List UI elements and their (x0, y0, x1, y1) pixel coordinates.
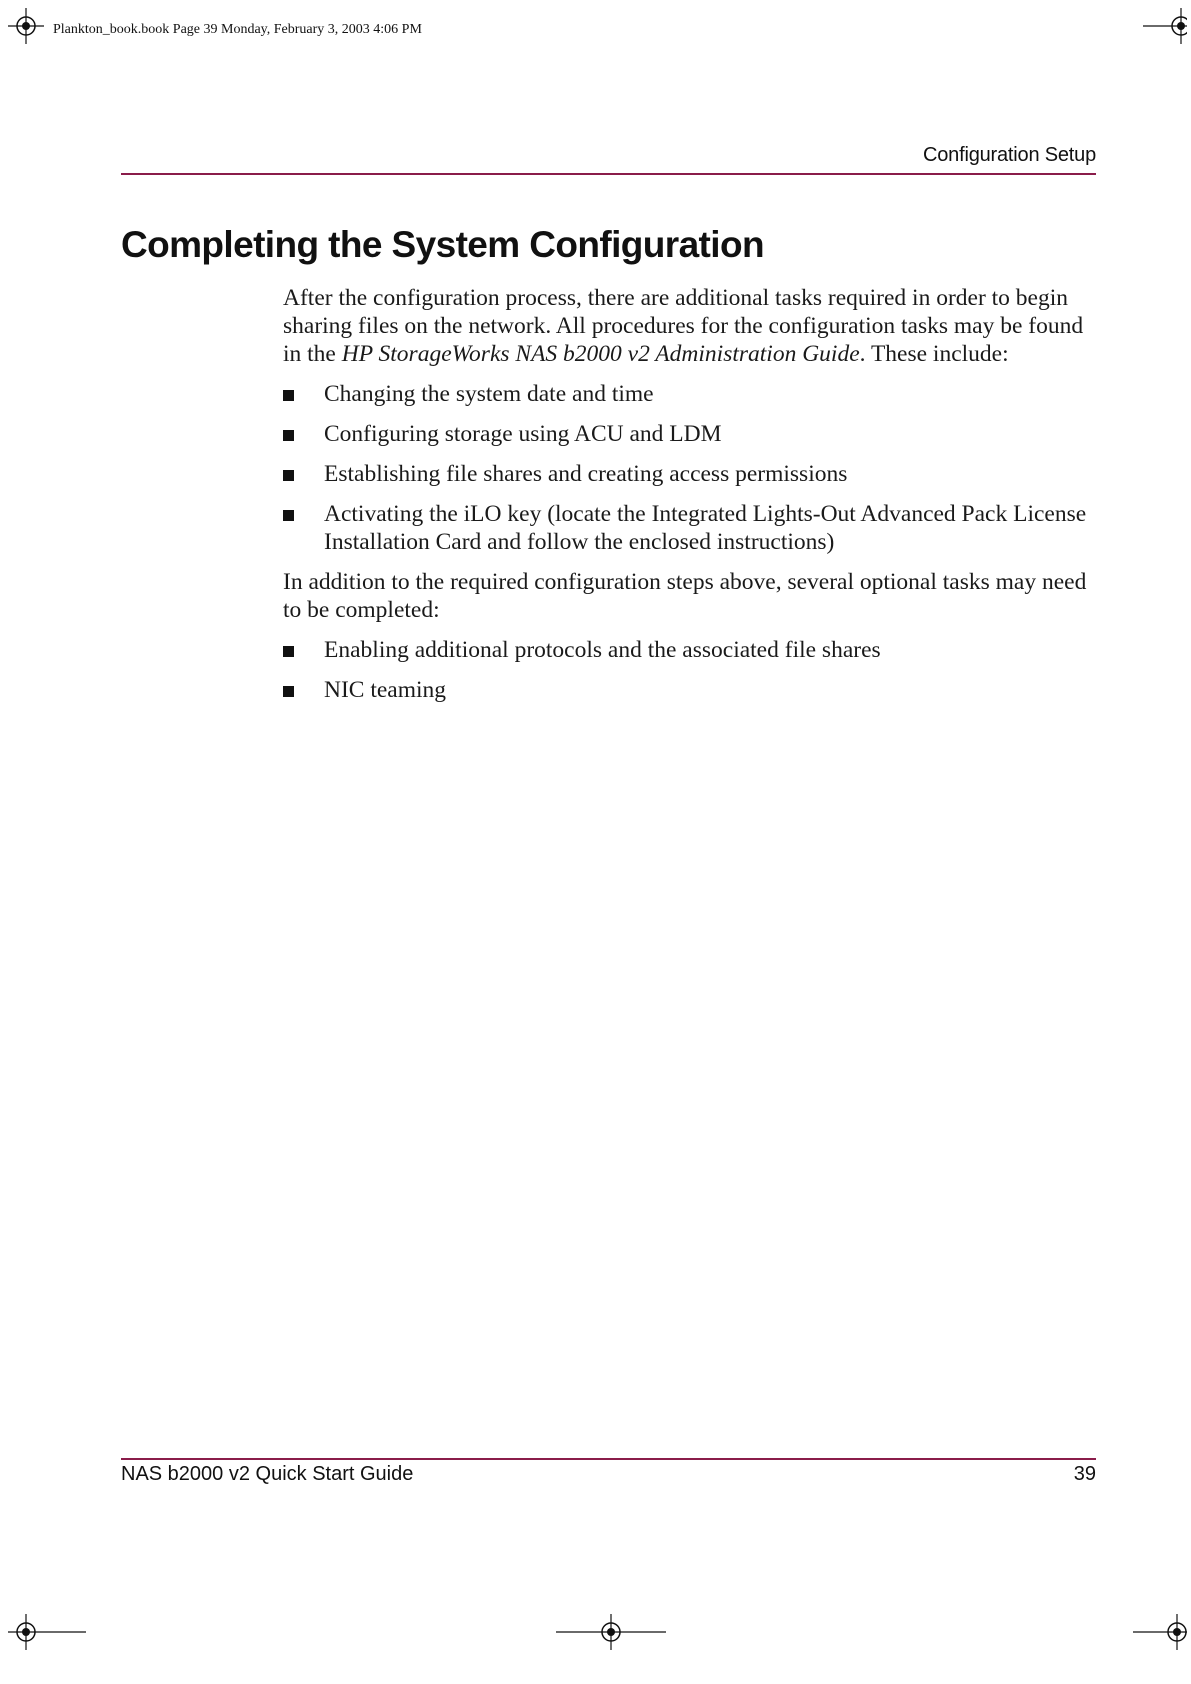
list-item (283, 460, 1098, 488)
square-bullet-icon (283, 646, 294, 657)
list-item-text: NIC teaming (324, 677, 447, 703)
print-stamp: Plankton_book.book Page 39 Monday, February 3, 2003 4:06 PM (53, 22, 422, 37)
list-item (283, 500, 1098, 556)
header-rule (121, 173, 1096, 175)
required-task-list (283, 380, 1098, 556)
square-bullet-icon (283, 430, 294, 441)
section-title: Completing the System Configuration (121, 224, 764, 265)
intro-text-before: After the configuration process, there are additional tasks required in order to begin sharing files on the network. All procedures for the configuration tasks may be found in the (283, 285, 1084, 367)
body-column (283, 284, 1098, 716)
intro-text-after: . These include: (859, 341, 1009, 367)
list-item (283, 420, 1098, 448)
list-item-text: Establishing file shares and creating access permissions (324, 461, 848, 487)
list-item (283, 636, 1098, 664)
registration-mark-icon (1133, 1612, 1187, 1652)
registration-mark-icon (556, 1612, 666, 1652)
list-item-text: Activating the iLO key (locate the Integrated Lights-Out Advanced Pack License Installation Card and follow the enclosed instructions) (324, 501, 1087, 555)
list-item-text: Changing the system date and time (324, 381, 654, 407)
square-bullet-icon (283, 390, 294, 401)
registration-mark-icon (1143, 6, 1187, 46)
list-item-text: Configuring storage using ACU and LDM (324, 421, 722, 447)
optional-intro-paragraph: In addition to the required configuration steps above, several optional tasks may need to be completed: (283, 569, 1087, 623)
footer-guide-title: NAS b2000 v2 Quick Start Guide (121, 1463, 414, 1485)
footer-rule (121, 1458, 1096, 1460)
list-item (283, 676, 1098, 704)
book-title: HP StorageWorks NAS b2000 v2 Administration Guide (341, 341, 860, 367)
page-number: 39 (1073, 1463, 1096, 1485)
running-head: Configuration Setup (923, 144, 1096, 166)
square-bullet-icon (283, 686, 294, 697)
list-item-text: Enabling additional protocols and the associated file shares (324, 637, 881, 663)
intro-paragraph (283, 284, 1098, 368)
optional-task-list (283, 636, 1098, 704)
registration-mark-icon (6, 6, 46, 46)
registration-mark-icon (6, 1612, 86, 1652)
list-item (283, 380, 1098, 408)
square-bullet-icon (283, 510, 294, 521)
square-bullet-icon (283, 470, 294, 481)
